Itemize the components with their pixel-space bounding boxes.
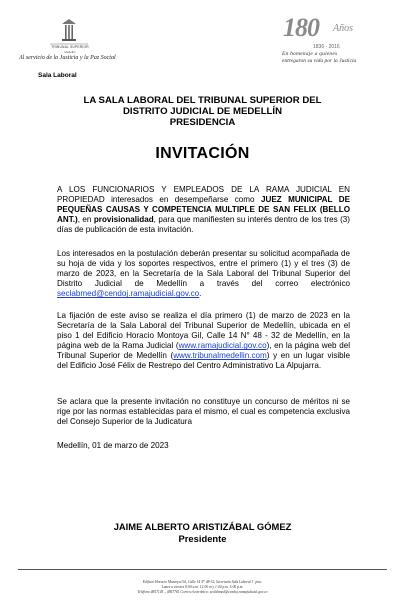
footer-line-3: Teléfono 4857145 – 4857761 Correo electrónico: seclabmed@cendoj.ramajudicial.gov.co (137, 590, 268, 595)
email-link[interactable]: seclabmed@cendoj.ramajudicial.gov.co (57, 289, 200, 299)
footer-line-2: Lunes a viernes 8:00 a.m. 12:00 m y 1:00 p.m. 5:00 p.m. (161, 585, 244, 590)
motto-text: Al servicio de la Justicia y la Paz Social (19, 55, 116, 61)
p3-text-b: ), en la página web del Tribunal Superior de Medellín ( (57, 341, 350, 361)
document-title (40, 95, 365, 128)
p3-text-a: La fijación de este aviso se realiza el día primero (1) de marzo de 2023 en la Secretaría de la Sala Laboral del Tribunal Superior de Medellín, ubicada en el piso 1 del Edificio Horacio Montoya Gil, Calle 14 N° 48 - 32 de Medellín, en la página web de la Rama Judicial ( (57, 311, 350, 351)
p2-end: . (199, 289, 202, 299)
anniversary-tagline-2: entregaron su vida por la Justicia (282, 58, 357, 64)
p1-text-c: , en (77, 215, 94, 225)
p1-text-a: A LOS FUNCIONARIOS Y EMPLEADOS DE LA RAMA JUDICIAL EN PROPIEDAD interesados en desempeñarse como (57, 185, 350, 205)
p2-text: Los interesados en la postulación deberán presentar su solicitud acompañada de su hoja de vida y los soportes respectivos, entre el primero (1) y el tres (3) de marzo de 2023, en la Secretaría de la Sala Laboral del Tribunal Superior del Distrito Judicial de Medellín a través del correo electrónico (57, 249, 350, 289)
footer-divider (18, 569, 387, 570)
anniversary-years: 1836 - 2016 (313, 44, 340, 50)
paragraph-4: Se aclara que la presente invitación no constituye un concurso de méritos ni se rige por las normas establecidas para el mismo, el cual es competencia exclusiva del Consejo Superior de la Judicatura (57, 397, 350, 427)
paragraph-2 (57, 249, 350, 299)
signer-role: Presidente (178, 532, 227, 544)
title-line-1: LA SALA LABORAL DEL TRIBUNAL SUPERIOR DEL (83, 95, 322, 106)
tribunal-link[interactable]: www.tribunalmedellin.com (173, 351, 267, 361)
p3-text-c: ) y en un lugar visible del Edificio José Félix de Restrepo del Centro Administrativo La Alpujarra. (57, 351, 350, 371)
footer (40, 580, 365, 596)
p1-provisional: provisionalidad (93, 215, 154, 225)
anniversary-number: 180 (283, 13, 319, 42)
ramajudicial-link[interactable]: www.ramajudicial.gov.co (178, 341, 267, 351)
emblem-label: TRIBUNAL SUPERIOR (51, 45, 89, 49)
invitation-heading: INVITACIÓN (155, 145, 250, 162)
footer-line-1: Edificio Horacio Montoya Gil, Calle 14 N° 48-32, Secretaría Sala Laboral 1º piso. (142, 580, 263, 584)
sala-label: Sala Laboral (38, 72, 77, 79)
emblem-sub: Medellín (64, 50, 76, 54)
title-line-3: PRESIDENCIA (169, 117, 236, 128)
signature-block (40, 521, 365, 544)
paragraph-3 (57, 311, 350, 372)
signer-name: JAIME ALBERTO ARISTIZÁBAL GÓMEZ (113, 521, 292, 532)
title-line-2: DISTRITO JUDICIAL DE MEDELLÍN (122, 106, 283, 117)
anniversary-tagline-1: En homenaje a quienes (282, 51, 338, 57)
document-date: Medellín, 01 de marzo de 2023 (57, 441, 169, 450)
p1-position: JUEZ MUNICIPAL DE PEQUEÑAS CAUSAS Y COMPETENCIA MULTIPLE DE SAN FELIX (BELLO ANT.) (57, 195, 350, 225)
paragraph-1 (57, 185, 350, 235)
p1-text-e: , para que manifiesten su interés dentro de los tres (3) días de publicación de esta invitación. (57, 215, 351, 235)
anniversary-word: Años (333, 23, 353, 34)
